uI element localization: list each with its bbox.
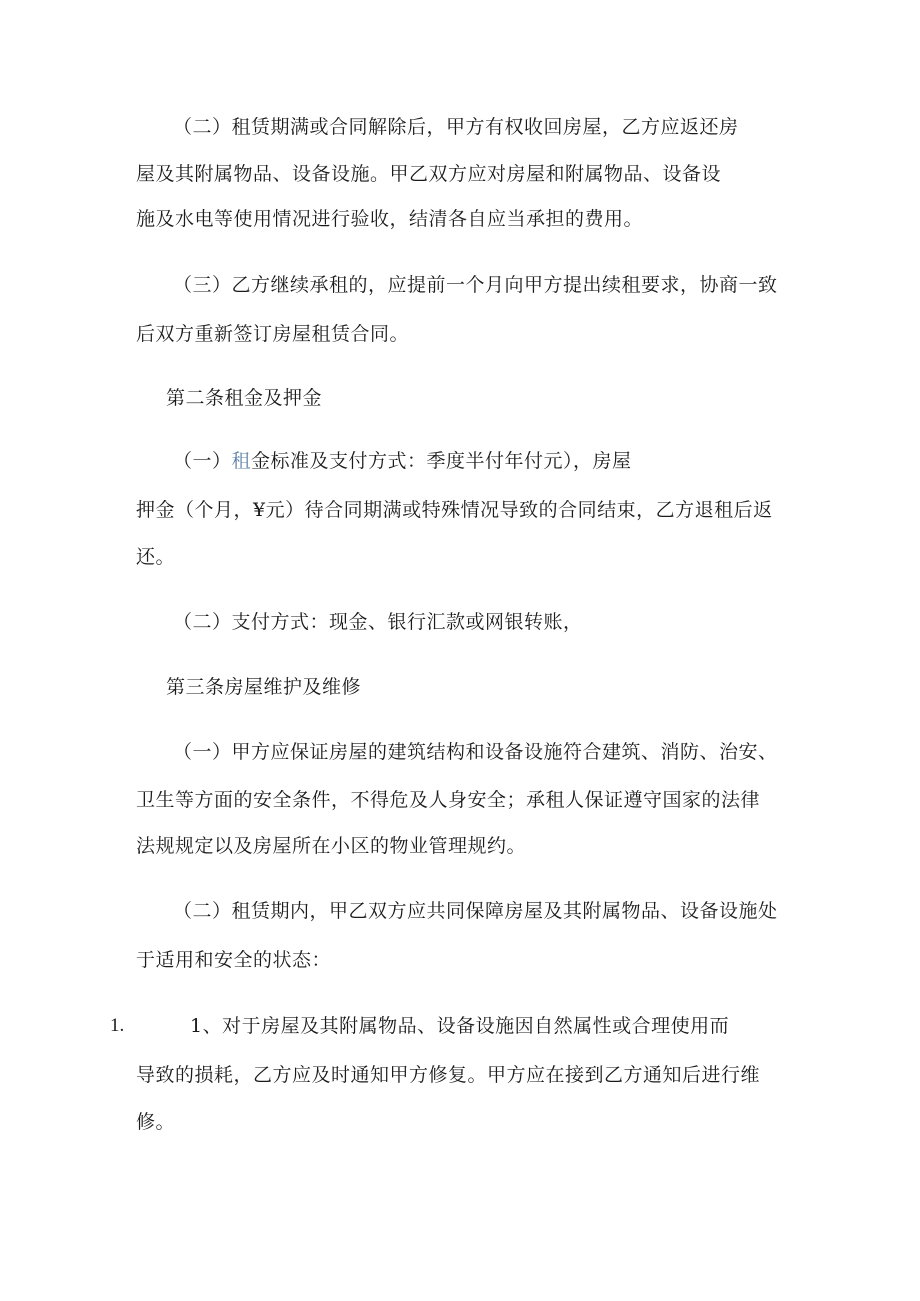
paragraph-line: 法规规定以及房屋所在小区的物业管理规约。	[136, 835, 527, 857]
text-run: 金标准及支付方式：季度半付年付元），房屋	[251, 450, 632, 472]
paragraph-line: 于适用和安全的状态：	[136, 949, 332, 971]
highlighted-text: 租	[231, 450, 252, 472]
list-item-line: 修。	[136, 1111, 176, 1133]
text-run: （一）	[173, 450, 232, 472]
paragraph-line: （三）乙方继续承租的，应提前一个月向甲方提出续租要求，协商一致	[173, 274, 778, 296]
paragraph-line	[173, 447, 632, 475]
paragraph-line: （二）支付方式：现金、银行汇款或网银转账，	[173, 611, 583, 633]
paragraph-line: 押金（个月，¥元）待合同期满或特殊情况导致的合同结束，乙方退租后返	[136, 499, 773, 521]
list-item-line: 1、对于房屋及其附属物品、设备设施因自然属性或合理使用而	[190, 1015, 730, 1037]
list-marker: 1.	[110, 1015, 125, 1036]
paragraph-line: 还。	[136, 546, 176, 568]
paragraph-line: 屋及其附属物品、设备设施。甲乙双方应对房屋和附属物品、设备设	[136, 163, 722, 185]
paragraph-line: （二）租赁期内，甲乙双方应共同保障房屋及其附属物品、设备设施处	[173, 900, 778, 922]
paragraph-line: 后双方重新签订房屋租赁合同。	[136, 323, 410, 345]
section-heading: 第三条房屋维护及维修	[166, 676, 362, 698]
paragraph-line: 卫生等方面的安全条件，不得危及人身安全；承租人保证遵守国家的法律	[136, 789, 761, 811]
list-item-line: 导致的损耗，乙方应及时通知甲方修复。甲方应在接到乙方通知后进行维	[136, 1064, 761, 1086]
paragraph-line: 施及水电等使用情况进行验收，结清各自应当承担的费用。	[136, 208, 644, 230]
paragraph-line: （二）租赁期满或合同解除后，甲方有权收回房屋，乙方应返还房	[173, 116, 739, 138]
paragraph-line: （一）甲方应保证房屋的建筑结构和设备设施符合建筑、消防、治安、	[173, 741, 778, 763]
section-heading: 第二条租金及押金	[166, 387, 323, 409]
